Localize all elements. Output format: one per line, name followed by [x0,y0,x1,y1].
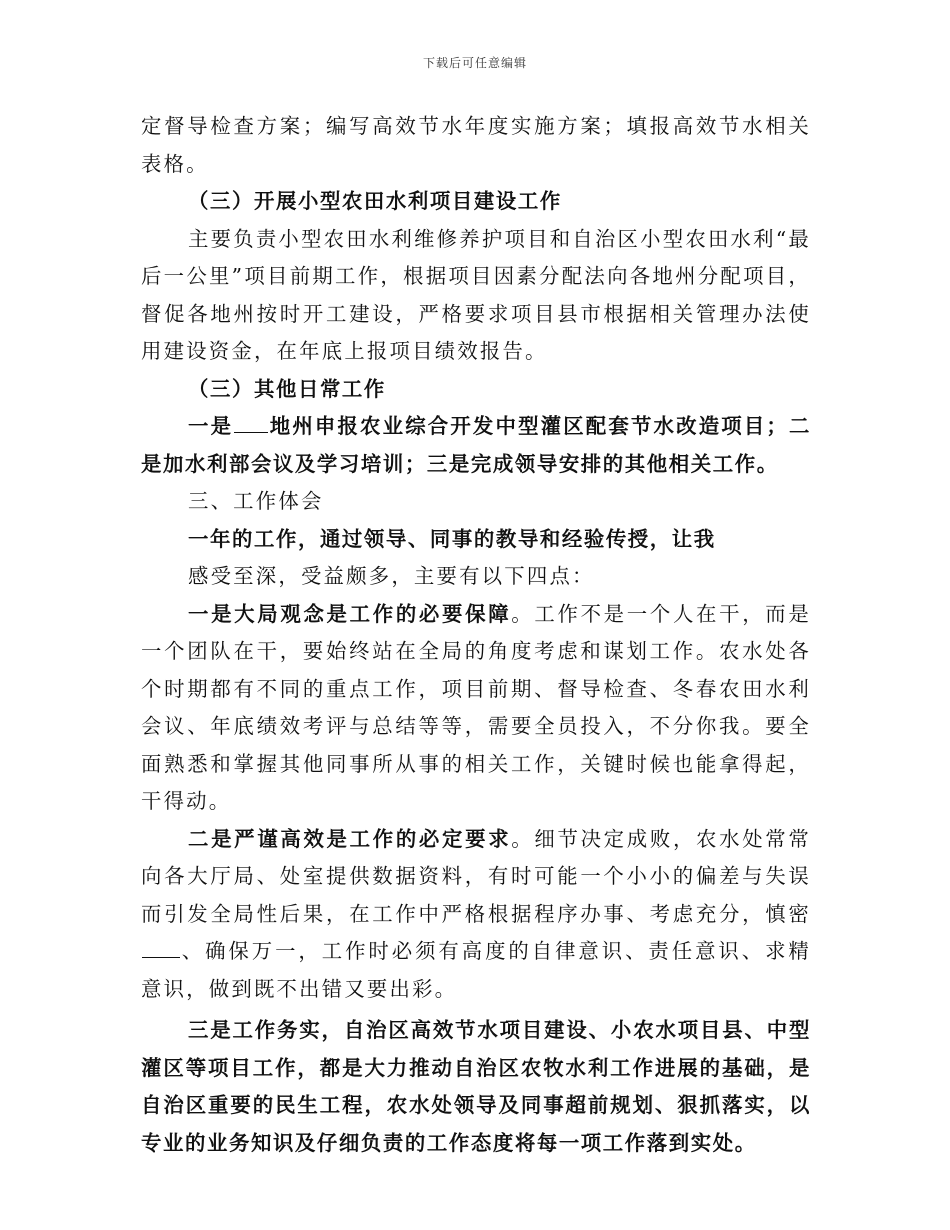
paragraph-point-one [141,596,811,821]
point-two-text-a: 。细节决定成败，农水处常常向各大厅局、处室提供数据资料，有时可能一个小小的偏差与失误而引发全局性后果，在工作中严格根据程序办事、考虑充分，慎密 [141,826,811,926]
daily-work-text: 地州申报农业综合开发中型灌区配套节水改造项目；二是加水利部会议及学习培训；三是完成领导安排的其他相关工作。 [141,414,811,476]
point-one-text: 。工作不是一个人在干，而是一个团队在干，要始终站在全局的角度考虑和谋划工作。农水处各个时期都有不同的重点工作，项目前期、督导检查、冬春农田水利会议、年底绩效考评与总结等等，需要全员投入，不分你我。要全面熟悉和掌握其他同事所从事的相关工作，关键时候也能拿得起，干得动。 [141,601,811,813]
fill-in-blank-thin [142,939,180,958]
fill-in-blank [234,414,268,433]
paragraph-point-three: 三是工作务实，自治区高效节水项目建设、小农水项目县、中型灌区等项目工作，都是大力推动自治区农牧水利工作进展的基础，是自治区重要的民生工程，农水处领导及同事超前规划、狠抓落实，以专业的业务知识及仔细负责的工作态度将每一项工作落到实处。 [141,1018,811,1155]
page-header: 下载后可任意编辑 [422,56,527,70]
point-one-title: 一是大局观念是工作的必要保障 [188,601,512,626]
paragraph-experience-points: 感受至深，受益颇多，主要有以下四点： [188,564,595,588]
paragraph-experience-intro: 一年的工作，通过领导、同事的教导和经验传授，让我 [188,526,716,551]
section-heading-farmland-projects: （三）开展小型农田水利项目建设工作 [188,189,562,213]
paragraph-farmland-projects: 主要负责小型农田水利维修养护项目和自治区小型农田水利“最后一公里”项目前期工作，根据项目因素分配法向各地州分配项目，督促各地州按时开工建设，严格要求项目县市根据相关管理办法使用建设资金，在年底上报项目绩效报告。 [141,226,811,363]
paragraph-daily-work [141,408,811,483]
paragraph-plan-continuation: 定督导检查方案；编写高效节水年度实施方案；填报高效节水相关表格。 [141,114,811,176]
document-body [141,108,811,1162]
section-heading-experience: 三、工作体会 [188,489,324,513]
section-heading-daily-work: （三）其他日常工作 [188,376,386,401]
point-two-title: 二是严谨高效是工作的必定要求 [188,826,512,851]
daily-work-prefix: 一是 [188,414,234,438]
point-two-text-b: 、确保万一，工作时必须有高度的自律意识、责任意识、求精意识，做到既不出错又要出彩。 [141,939,811,1001]
paragraph-point-two [141,821,811,1009]
